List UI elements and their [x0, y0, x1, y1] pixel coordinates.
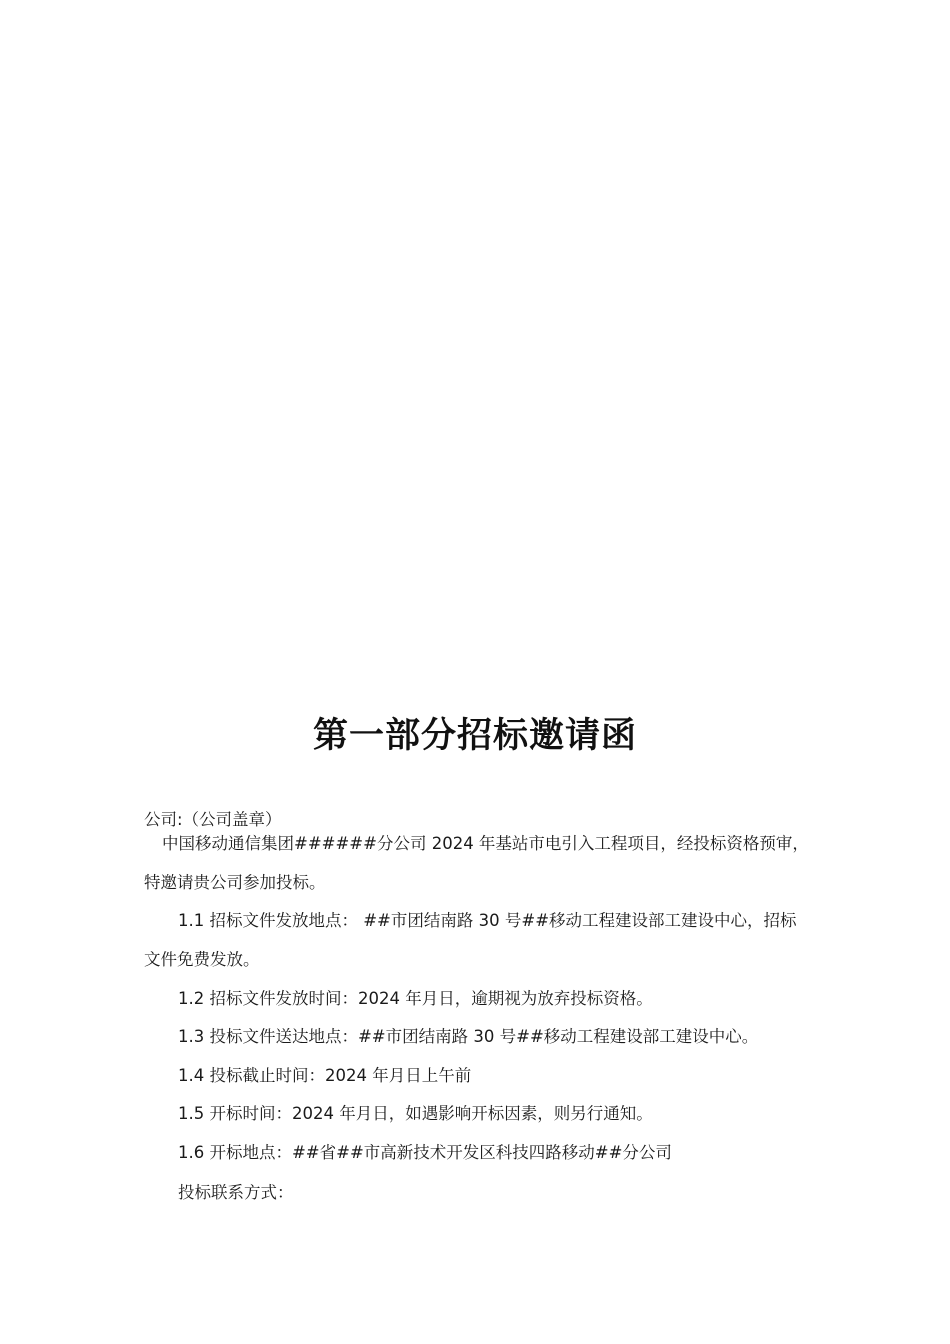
intro-paragraph-line-1: 中国移动通信集团######分公司 2024 年基站市电引入工程项目，经投标资格预审，: [162, 834, 809, 853]
item-1-2: 1.2 招标文件发放时间：2024 年月日，逾期视为放弃投标资格。: [178, 989, 653, 1008]
item-1-3: 1.3 投标文件送达地点：##市团结南路 30 号##移动工程建设部工建设中心。: [178, 1027, 759, 1046]
item-1-6: 1.6 开标地点：##省##市高新技术开发区科技四路移动##分公司: [178, 1143, 672, 1162]
intro-paragraph-line-2: 特邀请贵公司参加投标。: [144, 873, 326, 892]
section-title: 第一部分招标邀请函: [312, 716, 637, 756]
item-1-1-line-2: 文件免费发放。: [144, 950, 260, 969]
contact-label: 投标联系方式：: [178, 1183, 294, 1202]
salutation: 公司:（公司盖章）: [144, 810, 282, 829]
item-1-4: 1.4 投标截止时间：2024 年月日上午前: [178, 1066, 472, 1085]
item-1-1-line-1: 1.1 招标文件发放地点： ##市团结南路 30 号##移动工程建设部工建设中心，招标: [178, 911, 797, 930]
item-1-5: 1.5 开标时间：2024 年月日，如遇影响开标因素，则另行通知。: [178, 1104, 653, 1123]
